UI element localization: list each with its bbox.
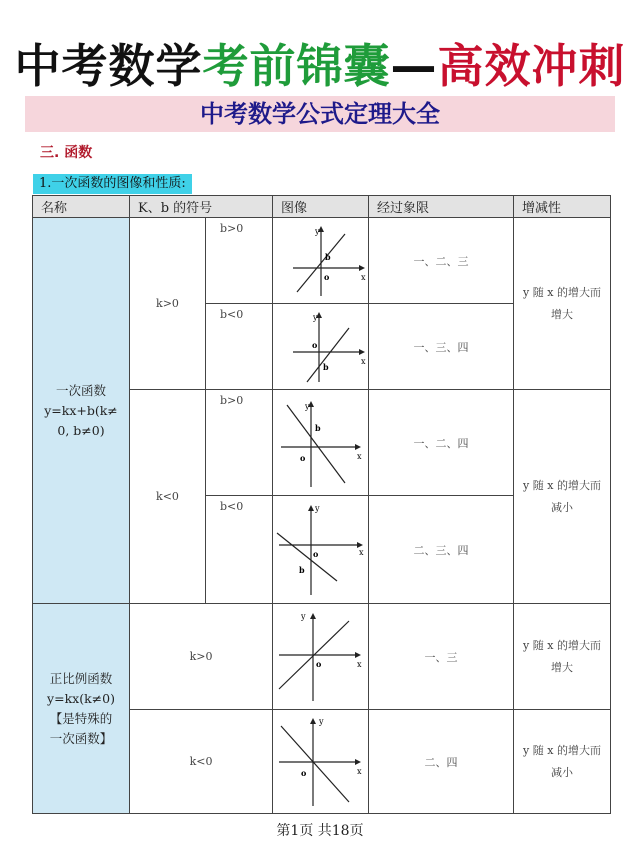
graph-cell bbox=[273, 604, 369, 710]
graph-proportional-k-pos bbox=[273, 605, 369, 705]
function-line bbox=[307, 328, 349, 382]
origin-label: o bbox=[324, 272, 330, 282]
function-line bbox=[287, 405, 345, 483]
graph-k-pos-b-neg bbox=[273, 304, 369, 386]
graph-k-neg-b-pos bbox=[273, 391, 369, 491]
graph-k-pos-b-pos bbox=[273, 218, 369, 300]
name-line: 一次函数 bbox=[55, 382, 106, 398]
quadrants-cell: 二、三、四 bbox=[369, 496, 514, 604]
title-part-4: 高效冲刺 bbox=[437, 39, 626, 93]
b-label: b bbox=[323, 362, 329, 372]
b-sign-cell: b>0 bbox=[206, 218, 273, 304]
name-line: y=kx(k≠0) bbox=[47, 690, 115, 706]
x-axis-arrow bbox=[359, 349, 365, 355]
monotonicity-line: 减小 bbox=[551, 765, 574, 779]
b-sign-cell: b<0 bbox=[206, 496, 273, 604]
b-label: b bbox=[325, 252, 331, 262]
graph-cell bbox=[273, 390, 369, 496]
name-line: 0, b≠0) bbox=[57, 422, 105, 438]
graph-cell bbox=[273, 496, 369, 604]
k-sign-cell: k>0 bbox=[130, 604, 273, 710]
table-row bbox=[33, 218, 611, 304]
subtitle-banner: 中考数学公式定理大全 bbox=[25, 96, 615, 132]
quadrants-cell: 二、四 bbox=[369, 710, 514, 814]
monotonicity-line: y 随 x 的增大而 bbox=[523, 638, 601, 652]
monotonicity-cell bbox=[514, 710, 611, 814]
b-label: b bbox=[315, 423, 321, 433]
header-graph: 图像 bbox=[273, 196, 369, 218]
y-axis-arrow bbox=[310, 718, 316, 724]
k-sign-cell: k<0 bbox=[130, 390, 206, 604]
b-sign-cell: b>0 bbox=[206, 390, 273, 496]
quadrants-cell: 一、三、四 bbox=[369, 304, 514, 390]
x-label: x bbox=[357, 767, 362, 776]
x-label: x bbox=[361, 357, 366, 366]
linear-function-table bbox=[32, 195, 611, 814]
title-part-1: 中考数学 bbox=[14, 39, 203, 93]
monotonicity-line: 增大 bbox=[551, 307, 574, 321]
header-monotonicity: 增减性 bbox=[514, 196, 611, 218]
monotonicity-cell bbox=[514, 604, 611, 710]
origin-label: o bbox=[300, 453, 306, 463]
quadrants-cell: 一、三 bbox=[369, 604, 514, 710]
name-line: 正比例函数 bbox=[49, 670, 113, 686]
origin-label: o bbox=[313, 549, 319, 559]
x-label: x bbox=[357, 660, 362, 669]
y-label: y bbox=[315, 227, 320, 236]
table-row bbox=[33, 604, 611, 710]
y-label: y bbox=[301, 612, 306, 621]
monotonicity-line: y 随 x 的增大而 bbox=[523, 743, 601, 757]
origin-label: o bbox=[312, 340, 318, 350]
name-line: y=kx+b(k≠ bbox=[44, 402, 118, 418]
x-axis-arrow bbox=[355, 444, 361, 450]
monotonicity-line: 增大 bbox=[551, 660, 574, 674]
graph-k-neg-b-neg bbox=[273, 497, 369, 599]
title-part-3: — bbox=[390, 39, 438, 93]
y-axis-arrow bbox=[310, 613, 316, 619]
b-sign-cell: b<0 bbox=[206, 304, 273, 390]
x-axis-arrow bbox=[355, 652, 361, 658]
origin-label: o bbox=[316, 659, 322, 669]
k-sign-cell: k<0 bbox=[130, 710, 273, 814]
x-label: x bbox=[357, 452, 362, 461]
quadrants-cell: 一、二、三 bbox=[369, 218, 514, 304]
page-number-footer: 第1页 共18页 bbox=[276, 823, 364, 839]
function-line bbox=[281, 726, 349, 802]
y-label: y bbox=[313, 313, 318, 322]
k-sign-cell: k>0 bbox=[130, 218, 206, 390]
monotonicity-line: 减小 bbox=[551, 500, 574, 514]
name-line: 一次函数】 bbox=[49, 730, 113, 746]
monotonicity-cell bbox=[514, 390, 611, 604]
table-caption: 1.一次函数的图像和性质: bbox=[33, 174, 192, 194]
header-quadrants: 经过象限 bbox=[369, 196, 514, 218]
x-axis-arrow bbox=[355, 759, 361, 765]
proportional-function-name-cell bbox=[33, 604, 130, 814]
title-part-2: 考前锦囊 bbox=[202, 39, 391, 93]
x-axis-arrow bbox=[359, 265, 365, 271]
monotonicity-line: y 随 x 的增大而 bbox=[523, 285, 601, 299]
y-label: y bbox=[305, 402, 310, 411]
name-line: 【是特殊的 bbox=[49, 710, 113, 726]
header-name: 名称 bbox=[33, 196, 130, 218]
graph-proportional-k-neg bbox=[273, 710, 369, 810]
quadrants-cell: 一、二、四 bbox=[369, 390, 514, 496]
section-heading: 三. 函数 bbox=[40, 145, 93, 161]
monotonicity-line: y 随 x 的增大而 bbox=[523, 478, 601, 492]
y-label: y bbox=[319, 717, 324, 726]
graph-cell bbox=[273, 218, 369, 304]
origin-label: o bbox=[301, 768, 307, 778]
y-axis-arrow bbox=[308, 505, 314, 511]
linear-function-name-cell bbox=[33, 218, 130, 604]
page-title bbox=[0, 30, 640, 96]
x-label: x bbox=[361, 273, 366, 282]
x-label: x bbox=[359, 548, 364, 557]
y-label: y bbox=[315, 504, 320, 513]
table-header-row bbox=[33, 196, 611, 218]
function-line bbox=[277, 533, 337, 581]
graph-cell bbox=[273, 304, 369, 390]
graph-cell bbox=[273, 710, 369, 814]
header-kb-sign: K、b 的符号 bbox=[130, 196, 273, 218]
monotonicity-cell bbox=[514, 218, 611, 390]
b-label: b bbox=[299, 565, 305, 575]
